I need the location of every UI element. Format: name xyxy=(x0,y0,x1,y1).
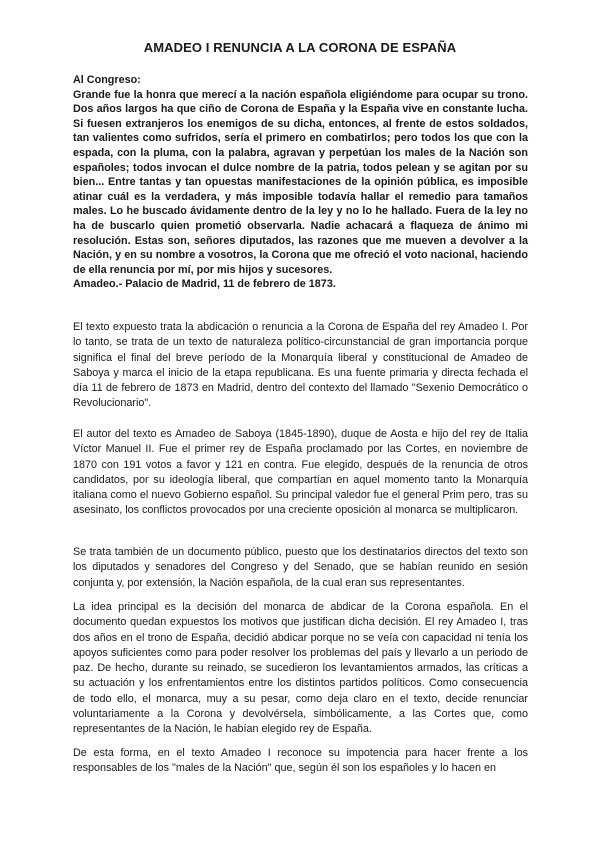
paragraph-recipients: Se trata también de un documento público, puesto que los destinatarios directos del texto son los diputados y senadores del Congreso y del Senado, que se habían reunido en sesión conjunta y, por extensión, la Nación española, de la cual eran sus representantes. xyxy=(73,546,528,589)
paragraph-main-idea: La idea principal es la decisión del monarca de abdicar de la Corona española. En el documento quedan expuestos los motivos que justifican dicha decisión. El rey Amadeo I, tras dos años en el trono de España, decidió abdicar porque no se veía con capacidad ni tenía los apoyos suficientes como para poder resolver los problemas del país y llevarlo a un periodo de paz. De hecho, durante su reinado, se sucedieron los levantamientos armados, las críticas a su actuación y los enfrentamientos entre los distintos partidos políticos. Como consecuencia de todo ello, el monarca, muy a su pesar, como deja claro en el texto, decide renunciar voluntariamente a la Corona y devolvérsela, simbólicamente, a las Cortes que, como representantes de la Nación, le habían elegido rey de España. xyxy=(73,601,528,736)
abdication-quote xyxy=(73,73,528,292)
salutation: Al Congreso: xyxy=(73,74,141,86)
signature-line: Amadeo.- Palacio de Madrid, 11 de febrero de 1873. xyxy=(73,278,336,291)
paragraph-conclusion: De esta forma, en el texto Amadeo I reconoce su impotencia para hacer frente a los responsables de los "males de la Nación" que, según él son los españoles y lo hacen en xyxy=(73,747,528,775)
paragraph-author: El autor del texto es Amadeo de Saboya (1845-1890), duque de Aosta e hijo del rey de Italia Víctor Manuel II. Fue el primer rey de España proclamado por las Cortes, en noviembre de 1870 con 191 votos a favor y 121 en contra. Fue elegido, después de la renuncia de otros candidatos, por su ideología liberal, que compartían en aquel momento tanto la Monarquía italiana como el nuevo Gobierno español. Su principal valedor fue el general Prim pero, tras su asesinato, los conflictos provocados por una creciente oposición al monarca se multiplicaron. xyxy=(73,428,528,517)
document-title: AMADEO I RENUNCIA A LA CORONA DE ESPAÑA xyxy=(143,40,457,55)
quote-text: Grande fue la honra que merecí a la nación española eligiéndome para ocupar su trono. Dos años largos ha que ciño de Corona de España y la España vive en constante lucha. Si fuesen extranjeros los enemigos de su dicha, entonces, al frente de estos soldados, tan valientes como sufridos, sería el primero en combatirlos; pero todos los que con la espada, con la pluma, con la palabra, agravan y perpetúan los males de la Nación son españoles; todos invocan el dulce nombre de la patria, todos pelean y se agitan por su bien... Entre tantas y tan opuestas manifestaciones de la opinión pública, es imposible atinar cuál es la verdadera, y más imposible todavía hallar el remedio para tamaños males. Lo he buscado ávidamente dentro de la ley y no lo he hallado. Fuera de la ley no ha de buscarlo quien prometió observarla. Nadie achacará a flaqueza de ánimo mi resolución. Estas son, señores diputados, las razones que me mueven a devolver a la Nación, y en su nombre a vosotros, la Corona que me ofreció el voto nacional, haciendo de ella renuncia por mí, por mis hijos y sucesores. xyxy=(73,88,528,276)
paragraph-intro: El texto expuesto trata la abdicación o renuncia a la Corona de España del rey Amadeo I. Por lo tanto, se trata de un texto de naturaleza político-circunstancial de gran importancia porque significa el final del breve período de la Monarquía liberal y constitucional de Amadeo de Saboya y marca el inicio de la etapa republicana. Es una fuente primaria y directa fechada el día 11 de febrero de 1873 en Madrid, dentro del contexto del llamado "Sexenio Democrático o Revolucionario". xyxy=(73,321,528,410)
